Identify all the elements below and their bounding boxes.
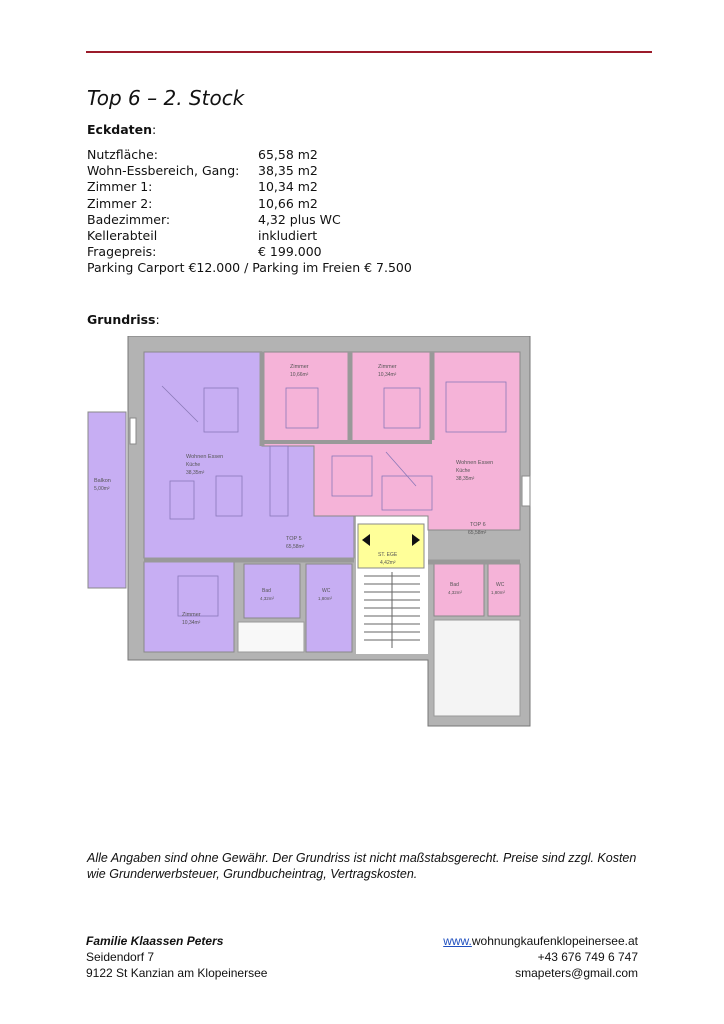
unit-area: 65,58m² xyxy=(468,530,487,536)
room-area: 10,34m² xyxy=(182,620,201,626)
fact-row xyxy=(87,179,412,195)
footer-address xyxy=(86,933,267,981)
room-area: 10,34m² xyxy=(378,372,397,378)
website-domain[interactable]: wohnungkaufenklopeinersee.at xyxy=(471,934,638,948)
room-area: 5,00m² xyxy=(94,486,110,492)
fact-row xyxy=(87,228,412,244)
room-label: Wohnen Essen xyxy=(456,460,494,466)
grundriss-heading-text: Grundriss xyxy=(87,312,156,327)
window xyxy=(130,418,136,444)
footer-website[interactable] xyxy=(443,933,638,949)
room-label: Zimmer xyxy=(378,364,397,370)
fact-label: Nutzfläche: xyxy=(87,147,158,162)
room-label: Bad xyxy=(262,588,271,594)
unit-label: TOP 5 xyxy=(286,536,302,542)
purple-room-bottom-left xyxy=(144,562,234,652)
fact-label: Zimmer 1: xyxy=(87,179,153,195)
floor-plan-svg xyxy=(86,336,536,728)
fact-label: Wohn-Essbereich, Gang: xyxy=(87,163,240,179)
fact-row xyxy=(87,212,412,228)
room-area: 38,35m² xyxy=(186,470,205,476)
fact-value: 38,35 m2 xyxy=(258,163,318,179)
fact-row xyxy=(87,163,412,179)
floor-plan xyxy=(86,336,536,733)
fact-label: Badezimmer: xyxy=(87,211,171,227)
room-area: 1,80m² xyxy=(491,590,506,595)
stair-area-label: 4,42m² xyxy=(380,560,396,566)
stair-label: ST. EGE xyxy=(378,552,398,558)
fact-value: 10,34 m2 xyxy=(258,179,318,195)
fact-value: € 199.000 xyxy=(258,244,322,260)
eckdaten-heading xyxy=(87,122,156,137)
room-area: 4,32m² xyxy=(448,590,463,595)
room-sublabel: Küche xyxy=(186,462,201,468)
room-label: Zimmer xyxy=(290,364,309,370)
fact-row xyxy=(87,244,412,260)
room-area: 4,32m² xyxy=(260,596,275,601)
footer-phone: +43 676 749 6 747 xyxy=(537,950,638,964)
fact-label: Fragepreis: xyxy=(87,244,157,260)
room-area: 10,66m² xyxy=(290,372,309,378)
fact-value: inkludiert xyxy=(258,228,318,244)
purple-bath xyxy=(244,564,300,618)
facts-list xyxy=(87,147,412,277)
footer-email[interactable]: smapeters@gmail.com xyxy=(515,966,638,980)
room-label: Bad xyxy=(450,582,459,588)
grundriss-colon: : xyxy=(155,312,160,327)
room-label: Zimmer xyxy=(182,612,201,618)
purple-wc xyxy=(306,564,352,652)
footer-city: 9122 St Kanzian am Klopeinersee xyxy=(86,966,268,980)
eckdaten-colon: : xyxy=(152,122,157,137)
room-label: Wohnen Essen xyxy=(186,454,224,460)
room-label: WC xyxy=(322,588,331,594)
fact-value: 4,32 plus WC xyxy=(258,211,341,227)
fact-value: 10,66 m2 xyxy=(258,195,318,211)
header-rule xyxy=(86,51,652,53)
grundriss-heading xyxy=(87,312,160,327)
fact-value: 65,58 m2 xyxy=(258,147,318,162)
parking-info: Parking Carport €12.000 / Parking im Freien € 7.500 xyxy=(87,260,412,276)
balcony xyxy=(88,412,126,588)
website-prefix-link[interactable]: www. xyxy=(443,934,472,948)
fact-row xyxy=(87,147,412,163)
fact-row xyxy=(87,196,412,212)
disclaimer: Alle Angaben sind ohne Gewähr. Der Grundriss ist nicht maßstabsgerecht. Preise sind zzgl. Kosten wie Grunderwerbsteuer, Grundbucheintrag, Vertragskosten. xyxy=(87,851,637,881)
room-area: 1,80m² xyxy=(318,596,333,601)
room-area: 38,35m² xyxy=(456,476,475,482)
footer-name: Familie Klaassen Peters xyxy=(86,934,224,948)
footer-contact xyxy=(443,933,638,981)
room-label: Balkon xyxy=(94,478,111,484)
room-sublabel: Küche xyxy=(456,468,471,474)
window xyxy=(522,476,530,506)
page-title: Top 6 – 2. Stock xyxy=(87,86,245,110)
unit-label: TOP 6 xyxy=(470,522,486,528)
unit-area: 65,58m² xyxy=(286,544,305,550)
room-label: WC xyxy=(496,582,505,588)
corridor-bottom xyxy=(238,622,304,652)
fact-label: Zimmer 2: xyxy=(87,195,153,211)
eckdaten-heading-text: Eckdaten xyxy=(87,122,152,137)
lower-right-floor xyxy=(434,620,520,716)
footer-street: Seidendorf 7 xyxy=(86,950,155,964)
fact-label: Kellerabteil xyxy=(87,228,158,244)
